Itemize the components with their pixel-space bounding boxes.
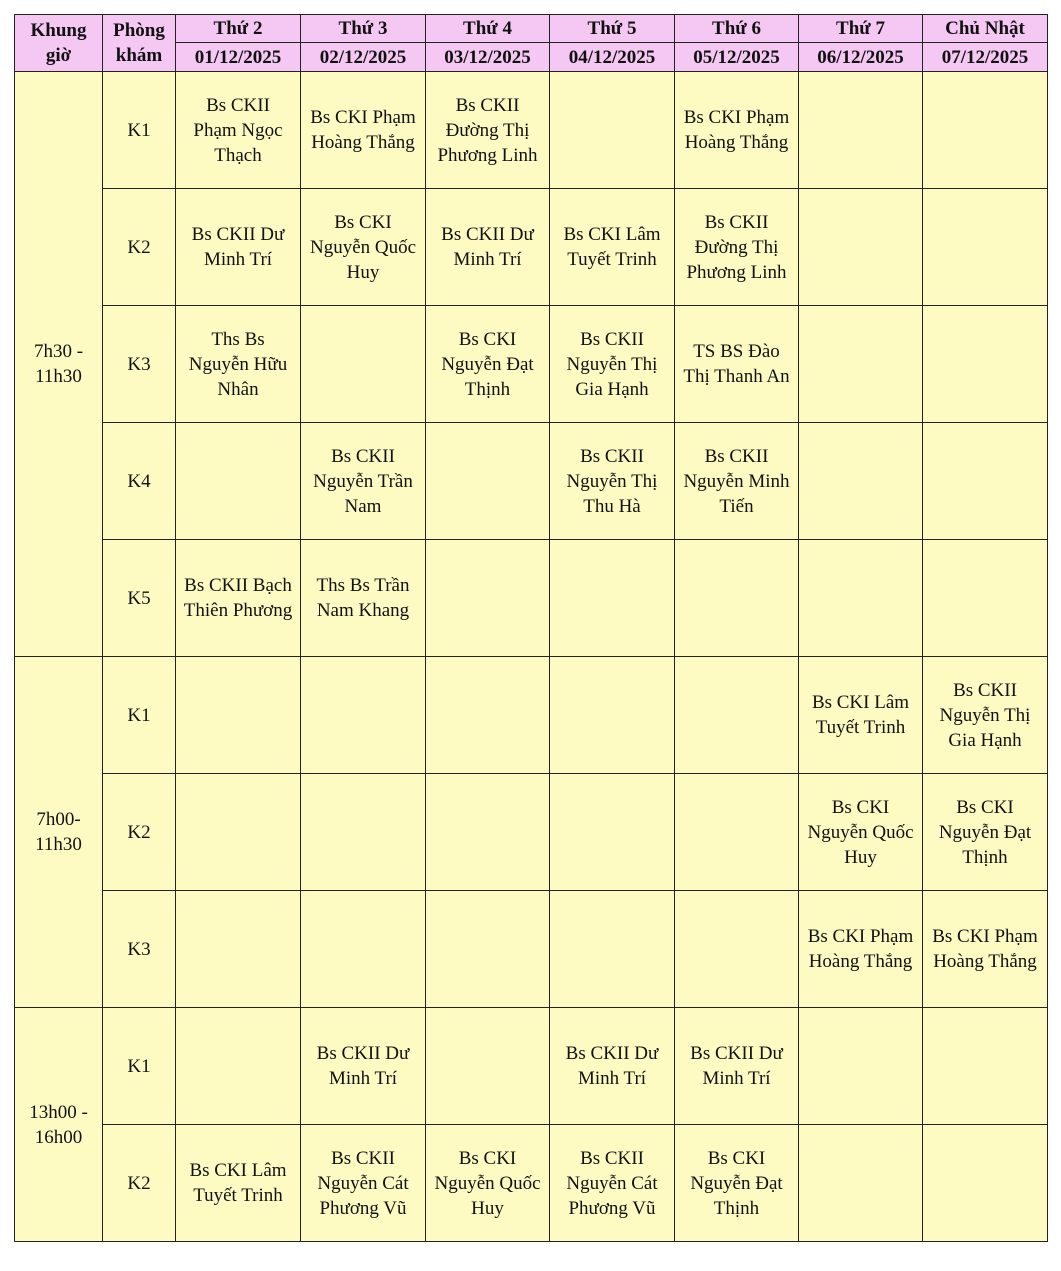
table-row <box>15 72 1048 189</box>
doctor-name-line: Thịnh <box>713 1197 760 1219</box>
table-row <box>15 306 1048 423</box>
header-day-date: 06/12/2025 <box>799 43 923 72</box>
doctor-cell <box>923 72 1048 189</box>
doctor-name-line: Đường Thị <box>445 119 530 141</box>
doctor-name-line: Hoàng Thắng <box>311 132 415 153</box>
header-day-date: 04/12/2025 <box>550 43 675 72</box>
doctor-cell <box>799 72 923 189</box>
doctor-cell <box>799 657 923 774</box>
doctor-cell <box>426 1008 550 1125</box>
doctor-cell <box>176 306 301 423</box>
doctor-name-line: Nguyễn Quốc <box>309 236 417 258</box>
doctor-cell <box>426 1125 550 1242</box>
table-body <box>15 72 1048 1242</box>
doctor-cell <box>176 657 301 774</box>
doctor-name-line: Tuyết Trinh <box>567 249 657 270</box>
header-room-line: Phòng <box>113 20 165 41</box>
doctor-cell <box>301 306 426 423</box>
doctor-cell <box>923 1008 1048 1125</box>
doctor-name-line: Bs CKII Dư <box>441 224 534 245</box>
doctor-cell <box>176 423 301 540</box>
doctor-cell <box>799 891 923 1008</box>
header-time-slot <box>15 15 103 72</box>
doctor-name-line: Bs CKI <box>707 1147 766 1169</box>
header-day-date: 07/12/2025 <box>923 43 1048 72</box>
doctor-name-line: Minh Trí <box>203 249 273 270</box>
room-cell: K3 <box>103 306 176 423</box>
doctor-cell <box>550 72 675 189</box>
doctor-name-line: Bs CKI <box>458 328 517 350</box>
doctor-name-line: Nguyễn Đạt <box>690 1172 783 1194</box>
doctor-cell <box>550 657 675 774</box>
doctor-name-line: Bs CKI <box>956 796 1014 818</box>
doctor-name-line: Minh Trí <box>577 1068 647 1089</box>
doctor-cell <box>301 189 426 306</box>
doctor-cell <box>923 423 1048 540</box>
doctor-cell <box>301 423 426 540</box>
doctor-cell <box>176 774 301 891</box>
time-slot-line: 7h30 - <box>33 341 84 362</box>
doctor-name-line: Nguyễn Minh <box>683 470 790 492</box>
doctor-name-line: Thịnh <box>962 846 1008 868</box>
header-room-line: khám <box>115 45 163 66</box>
doctor-cell <box>675 423 799 540</box>
doctor-cell <box>923 306 1048 423</box>
doctor-name-line: Bs CKI Lâm <box>811 692 910 713</box>
doctor-name-line: Nguyễn Quốc <box>434 1172 541 1194</box>
doctor-name-line: Thịnh <box>464 378 511 400</box>
doctor-name-line: Gia Hạnh <box>948 729 1022 751</box>
doctor-cell <box>426 891 550 1008</box>
doctor-name-line: Phương Vũ <box>568 1197 656 1219</box>
doctor-cell <box>675 306 799 423</box>
doctor-name-line: Nguyễn Quốc <box>807 821 914 843</box>
doctor-name-line: Bs CKII <box>580 1147 644 1169</box>
doctor-cell <box>550 189 675 306</box>
time-slot-cell <box>15 657 103 1008</box>
header-day-date: 01/12/2025 <box>176 43 301 72</box>
doctor-cell <box>675 891 799 1008</box>
header-day-date: 05/12/2025 <box>675 43 799 72</box>
doctor-cell <box>675 189 799 306</box>
doctor-cell <box>799 423 923 540</box>
doctor-name-line: Bs CKI Phạm <box>807 926 914 947</box>
doctor-name-line: Minh Trí <box>328 1068 398 1089</box>
doctor-name-line: Bs CKI Phạm <box>310 107 416 128</box>
doctor-cell <box>923 774 1048 891</box>
doctor-name-line: Ths Bs <box>211 328 265 350</box>
doctor-cell <box>675 1008 799 1125</box>
doctor-name-line: Hoàng Thắng <box>684 132 789 153</box>
doctor-name-line: Bs CKII <box>953 679 1017 701</box>
time-slot-line: 11h30 <box>35 366 82 387</box>
doctor-name-line: Đường Thị <box>694 236 779 258</box>
doctor-name-line: TS BS Đào <box>693 341 780 362</box>
doctor-name-line: Bs CKI Phạm <box>683 107 790 128</box>
doctor-name-line: Phương Linh <box>686 261 787 283</box>
doctor-name-line: Minh Trí <box>702 1068 771 1089</box>
doctor-name-line: Bs CKI Phạm <box>932 926 1038 947</box>
doctor-cell <box>675 657 799 774</box>
room-cell: K1 <box>103 72 176 189</box>
doctor-cell <box>550 1008 675 1125</box>
doctor-name-line: Huy <box>471 1197 504 1219</box>
doctor-name-line: Tuyết Trinh <box>193 1185 283 1206</box>
doctor-name-line: Bs CKII <box>206 94 270 116</box>
header-day-name: Thứ 6 <box>675 15 799 43</box>
header-day-date: 02/12/2025 <box>301 43 426 72</box>
doctor-cell <box>799 189 923 306</box>
doctor-name-line: Bs CKII <box>580 328 644 350</box>
doctor-name-line: Huy <box>346 261 380 283</box>
room-cell: K2 <box>103 189 176 306</box>
table-row <box>15 189 1048 306</box>
doctor-cell <box>176 189 301 306</box>
doctor-cell <box>923 189 1048 306</box>
doctor-cell <box>675 774 799 891</box>
doctor-cell <box>550 540 675 657</box>
time-slot-line: 13h00 - <box>29 1101 88 1123</box>
doctor-name-line: Nam <box>344 495 382 517</box>
table-row <box>15 1125 1048 1242</box>
time-slot-cell <box>15 1008 103 1242</box>
doctor-cell <box>426 540 550 657</box>
doctor-name-line: Nguyễn Cát <box>317 1172 409 1194</box>
doctor-cell <box>301 1008 426 1125</box>
header-time-slot-line: giờ <box>45 45 72 66</box>
doctor-name-line: Bs CKII Dư <box>316 1043 410 1064</box>
doctor-name-line: Nguyễn Cát <box>566 1172 658 1194</box>
doctor-name-line: Nguyễn Trần <box>313 470 413 492</box>
doctor-name-line: Hoàng Thắng <box>808 951 913 972</box>
doctor-name-line: Huy <box>844 846 877 868</box>
room-cell: K1 <box>103 657 176 774</box>
schedule-table <box>14 14 1048 1242</box>
doctor-name-line: Nguyễn Thị <box>566 470 658 492</box>
table-row <box>15 1008 1048 1125</box>
doctor-name-line: Nguyễn Đạt <box>441 353 534 375</box>
doctor-name-line: Bs CKI <box>458 1147 517 1169</box>
doctor-cell <box>426 423 550 540</box>
doctor-name-line: Nguyễn Thị <box>566 353 658 375</box>
doctor-cell <box>923 1125 1048 1242</box>
doctor-cell <box>176 72 301 189</box>
doctor-name-line: Phạm Ngọc <box>193 119 283 141</box>
doctor-cell <box>550 423 675 540</box>
table-row <box>15 423 1048 540</box>
header-day-name: Chủ Nhật <box>923 15 1048 43</box>
doctor-cell <box>176 891 301 1008</box>
table-header <box>15 15 1048 72</box>
doctor-name-line: Bs CKII Bạch <box>184 575 292 596</box>
doctor-cell <box>675 1125 799 1242</box>
doctor-cell <box>426 189 550 306</box>
table-row <box>15 540 1048 657</box>
doctor-name-line: Thị Thanh An <box>683 366 790 387</box>
doctor-name-line: Tiến <box>719 495 754 517</box>
doctor-name-line: Bs CKI Lâm <box>563 224 661 245</box>
doctor-cell <box>550 1125 675 1242</box>
room-cell: K2 <box>103 774 176 891</box>
doctor-cell <box>426 774 550 891</box>
doctor-name-line: Bs CKII <box>331 445 395 467</box>
doctor-name-line: Ths Bs Trần <box>316 575 410 596</box>
doctor-name-line: Phương Linh <box>437 144 538 166</box>
room-cell: K2 <box>103 1125 176 1242</box>
header-day-name: Thứ 5 <box>550 15 675 43</box>
header-day-name: Thứ 7 <box>799 15 923 43</box>
doctor-cell <box>176 1008 301 1125</box>
doctor-cell <box>923 891 1048 1008</box>
doctor-cell <box>176 1125 301 1242</box>
doctor-cell <box>799 774 923 891</box>
doctor-cell <box>799 1125 923 1242</box>
time-slot-line: 16h00 <box>34 1126 83 1148</box>
doctor-cell <box>799 1008 923 1125</box>
doctor-name-line: Minh Trí <box>453 249 522 270</box>
doctor-cell <box>301 540 426 657</box>
doctor-name-line: Nguyễn Đạt <box>938 821 1032 843</box>
doctor-cell <box>799 306 923 423</box>
doctor-name-line: Nguyễn Hữu <box>188 353 288 375</box>
header-day-date: 03/12/2025 <box>426 43 550 72</box>
doctor-cell <box>301 657 426 774</box>
doctor-cell <box>301 72 426 189</box>
header-day-name: Thứ 4 <box>426 15 550 43</box>
doctor-name-line: Gia Hạnh <box>575 378 649 400</box>
doctor-cell <box>550 891 675 1008</box>
table-row <box>15 891 1048 1008</box>
doctor-cell <box>550 306 675 423</box>
doctor-name-line: Bs CKII <box>580 445 644 467</box>
doctor-cell <box>675 540 799 657</box>
doctor-name-line: Tuyết Trinh <box>815 717 906 738</box>
doctor-name-line: Bs CKII Dư <box>690 1043 783 1064</box>
doctor-cell <box>799 540 923 657</box>
doctor-name-line: Bs CKI <box>831 796 890 818</box>
doctor-cell <box>426 657 550 774</box>
doctor-cell <box>426 306 550 423</box>
doctor-cell <box>301 774 426 891</box>
doctor-cell <box>176 540 301 657</box>
doctor-cell <box>426 72 550 189</box>
doctor-name-line: Hoàng Thắng <box>933 951 1037 972</box>
header-time-slot-line: Khung <box>30 20 87 41</box>
doctor-name-line: Bs CKII Dư <box>565 1043 659 1064</box>
room-cell: K5 <box>103 540 176 657</box>
doctor-name-line: Nhân <box>217 378 259 400</box>
doctor-name-line: Bs CKII <box>704 445 769 467</box>
time-slot-line: 11h30 <box>35 834 82 855</box>
doctor-name-line: Phương Vũ <box>319 1197 407 1219</box>
doctor-name-line: Bs CKII <box>331 1147 395 1169</box>
room-cell: K1 <box>103 1008 176 1125</box>
doctor-cell <box>923 657 1048 774</box>
doctor-cell <box>675 72 799 189</box>
doctor-name-line: Nguyễn Thị <box>939 704 1031 726</box>
table-row <box>15 774 1048 891</box>
doctor-name-line: Bs CKI <box>334 211 392 233</box>
time-slot-line: 7h00- <box>36 809 81 830</box>
doctor-name-line: Thu Hà <box>583 495 641 517</box>
doctor-name-line: Bs CKII <box>455 94 520 116</box>
doctor-cell <box>301 891 426 1008</box>
header-room <box>103 15 176 72</box>
doctor-cell <box>550 774 675 891</box>
doctor-name-line: Thạch <box>214 144 262 166</box>
doctor-name-line: Bs CKII <box>704 211 769 233</box>
doctor-name-line: Bs CKI Lâm <box>189 1160 287 1181</box>
time-slot-cell <box>15 72 103 657</box>
room-cell: K3 <box>103 891 176 1008</box>
doctor-name-line: Nam Khang <box>316 600 410 621</box>
header-day-name: Thứ 2 <box>176 15 301 43</box>
room-cell: K4 <box>103 423 176 540</box>
doctor-cell <box>923 540 1048 657</box>
doctor-name-line: Bs CKII Dư <box>191 224 285 245</box>
doctor-cell <box>301 1125 426 1242</box>
header-day-name: Thứ 3 <box>301 15 426 43</box>
table-row <box>15 657 1048 774</box>
doctor-name-line: Thiên Phương <box>183 600 293 621</box>
